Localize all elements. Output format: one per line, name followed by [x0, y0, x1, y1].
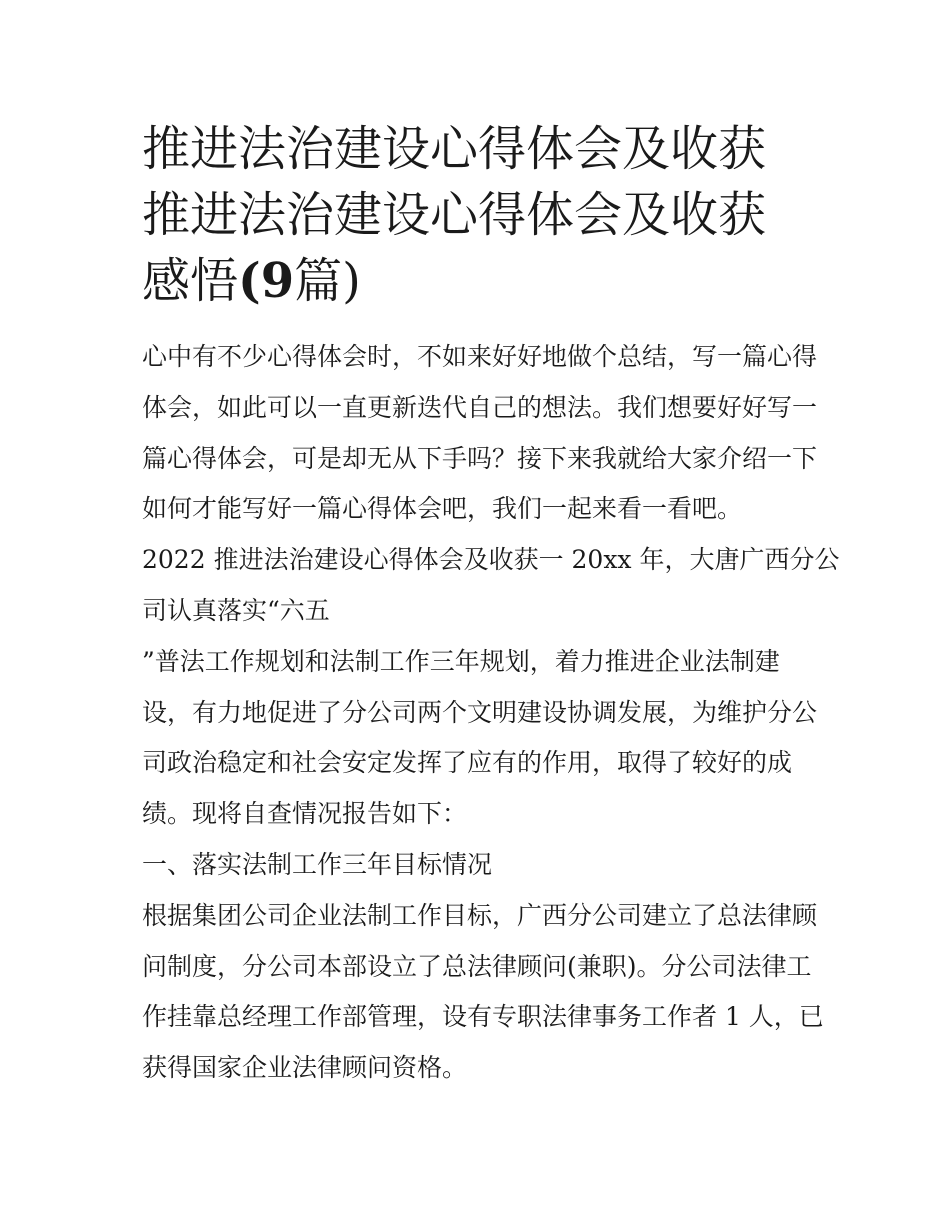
title-count: (9: [238, 253, 295, 309]
body-line: 如何才能写好一篇心得体会吧，我们一起来看一看吧。: [142, 494, 743, 524]
title-segment: 感悟: [142, 253, 239, 309]
section-heading: 一、落实法制工作三年目标情况: [142, 849, 493, 879]
title-line: 推进法治建设心得体会及收获: [142, 121, 767, 177]
body-line: 根据集团公司企业法制工作目标，广西分公司建立了总法律顾: [142, 900, 818, 930]
document-body: [142, 332, 840, 1094]
body-line: 获得国家企业法律顾问资格。: [142, 1053, 468, 1083]
body-line: 问制度，分公司本部设立了总法律顾问(兼职)。分公司法律工: [142, 951, 812, 981]
body-line: 作挂靠总经理工作部管理，设有专职法律事务工作者 1 人，已: [142, 1002, 824, 1032]
body-line: 设，有力地促进了分公司两个文明建设协调发展，为维护分公: [142, 697, 818, 727]
body-line: 心中有不少心得体会时，不如来好好地做个总结，写一篇心得: [142, 342, 818, 371]
body-line: 司认真落实“六五: [142, 595, 330, 625]
document-title: [142, 116, 822, 314]
body-line: 绩。现将自查情况报告如下：: [142, 799, 468, 829]
body-line: 司政治稳定和社会安定发挥了应有的作用，取得了较好的成: [142, 748, 793, 778]
body-line: ”普法工作规划和法制工作三年规划，着力推进企业法制建: [142, 646, 780, 676]
body-line: 体会，如此可以一直更新迭代自己的想法。我们想要好好写一: [142, 392, 818, 422]
title-segment: 篇): [294, 253, 361, 309]
document-content: [142, 116, 840, 1094]
title-line: [142, 248, 822, 314]
body-line: 篇心得体会，可是却无从下手吗？接下来我就给大家介绍一下: [142, 443, 818, 473]
body-line: 2022 推进法治建设心得体会及收获一 20xx 年，大唐广西分公: [142, 545, 840, 575]
title-line: 推进法治建设心得体会及收获: [142, 187, 767, 243]
